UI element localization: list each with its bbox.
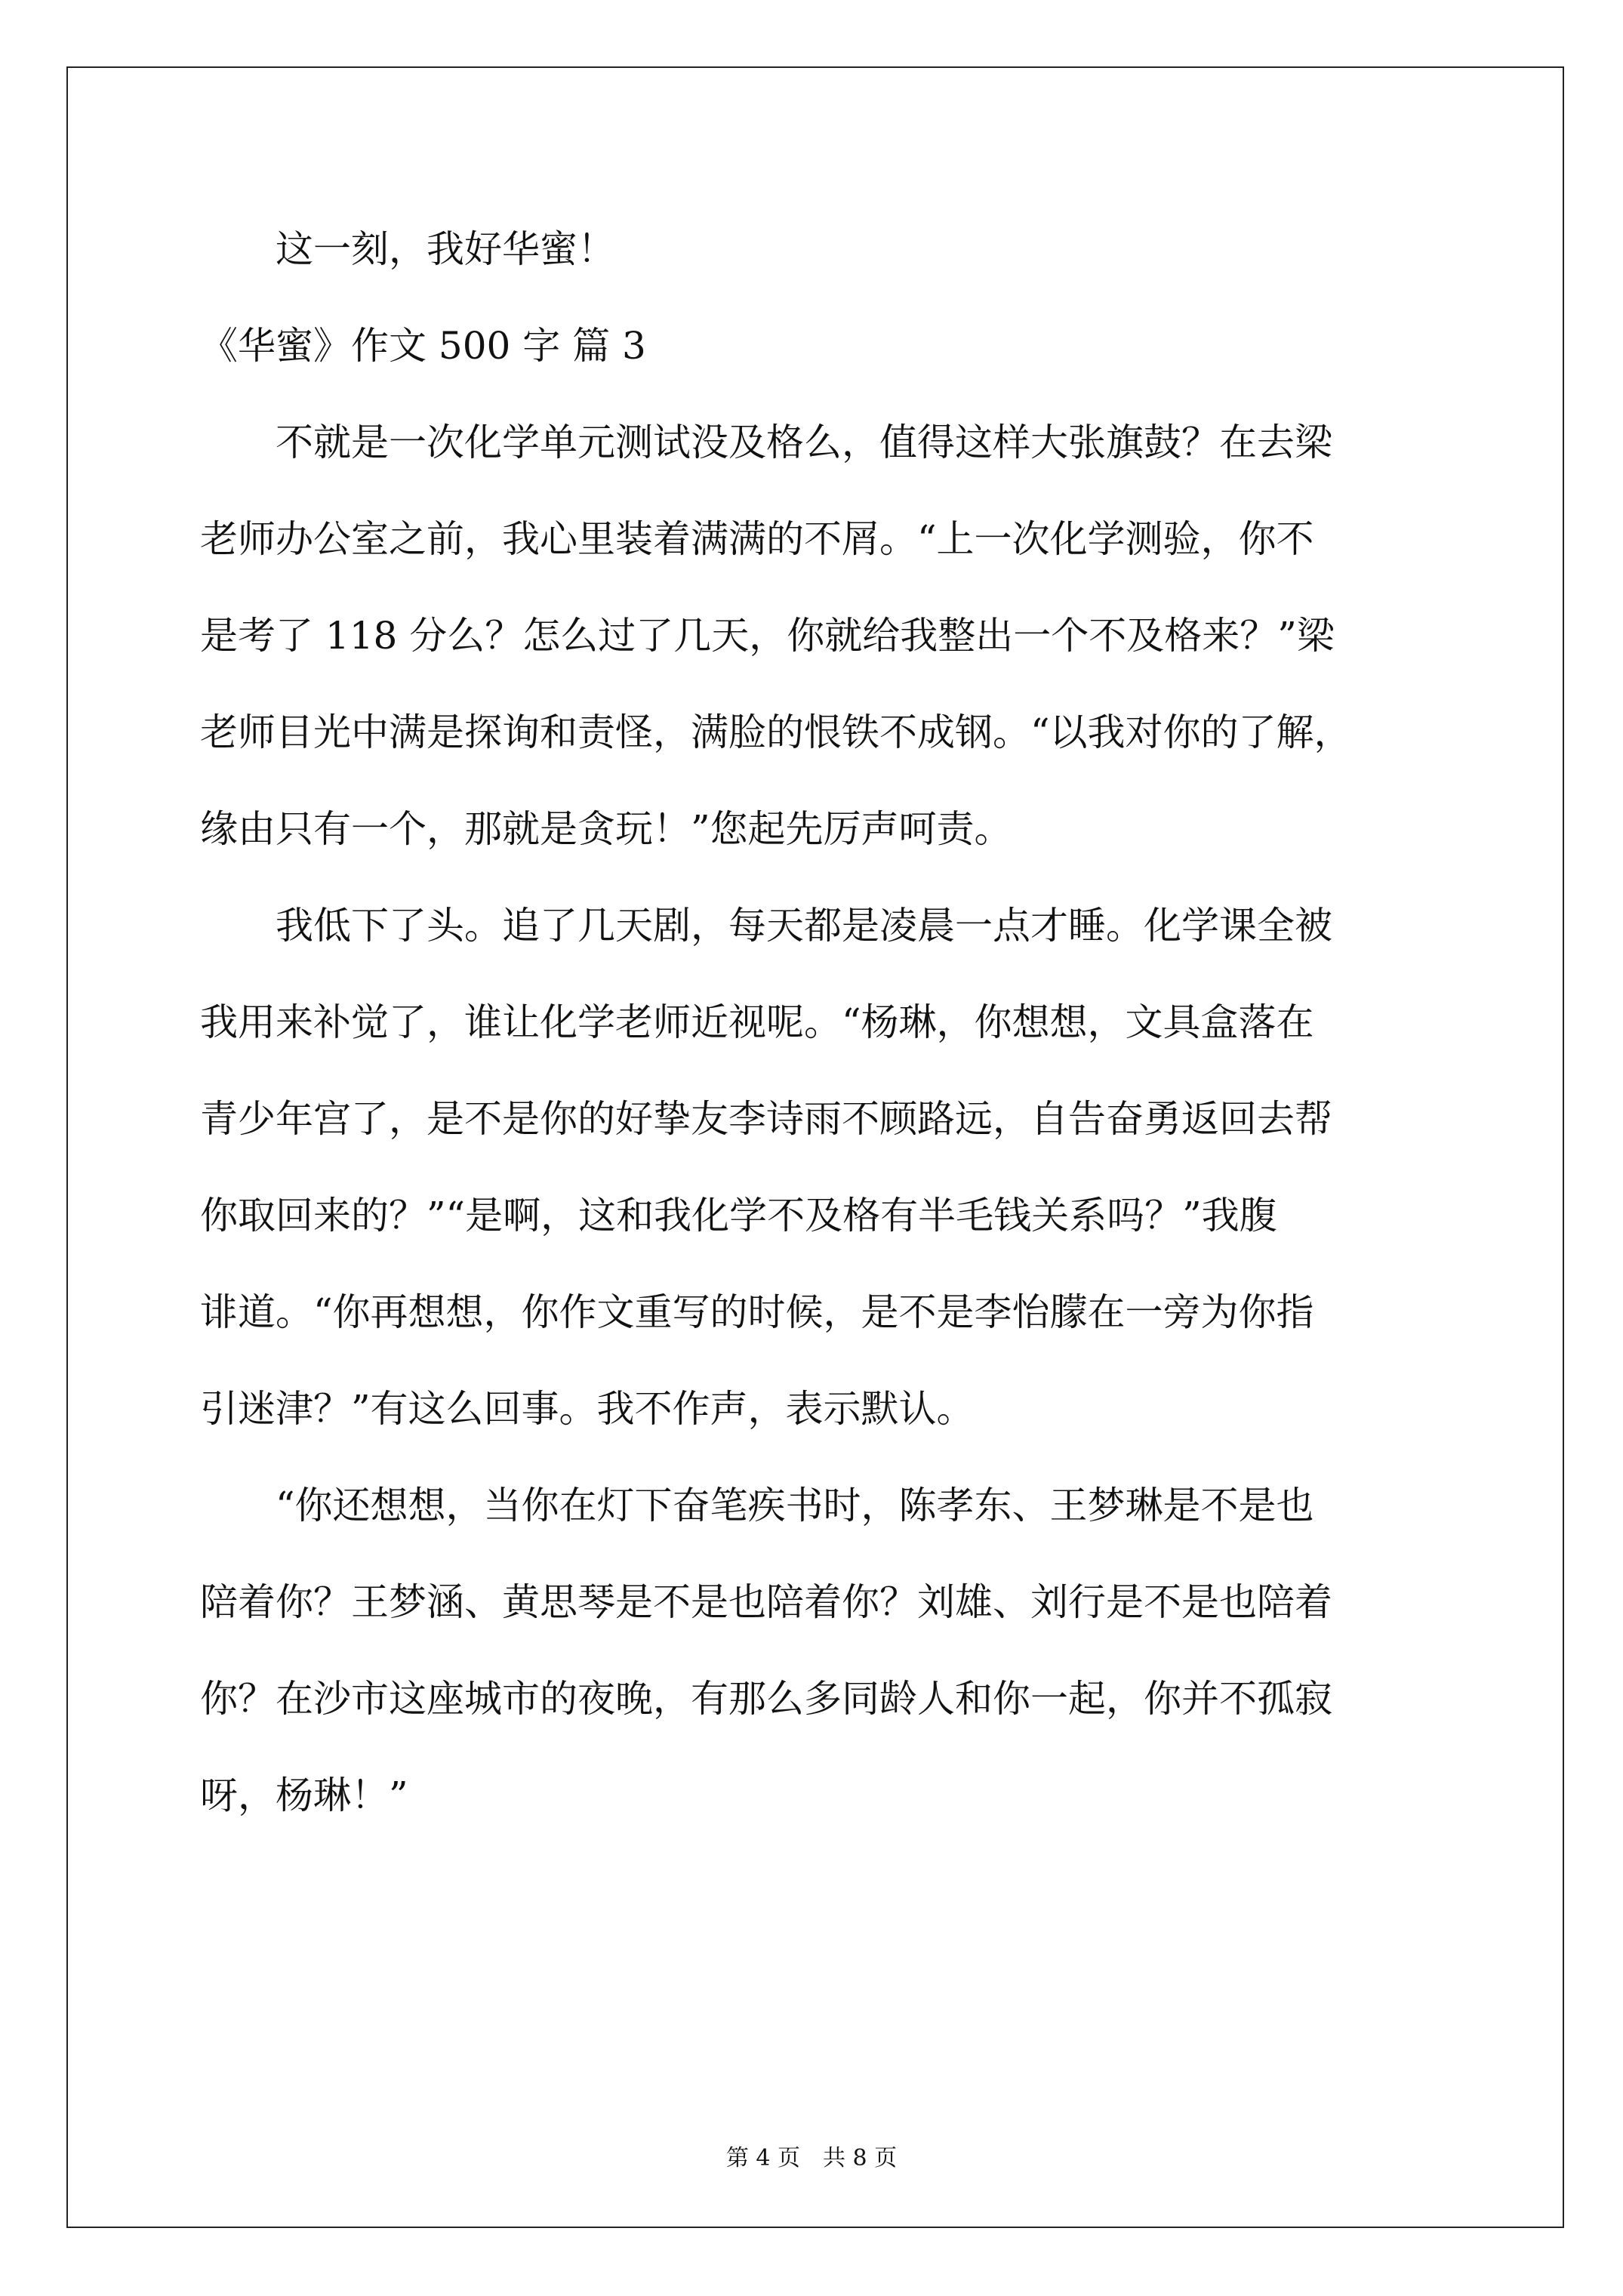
text-line: 我用来补觉了，谁让化学老师近视呢。“杨琳，你想想，文具盒落在: [200, 1000, 1314, 1044]
text-line: 这一刻，我好华蜜！: [276, 227, 615, 271]
text-line: “你还想想，当你在灯下奋笔疾书时，陈孝东、王梦琳是不是也: [276, 1484, 1314, 1527]
text-line: 老师办公室之前，我心里装着满满的不屑。“上一次化学测验，你不: [200, 517, 1314, 561]
text-line: 缘由只有一个，那就是贪玩！”您起先厉声呵责。: [200, 807, 1012, 851]
page-total: 共 8 页: [823, 2145, 898, 2171]
text-line: 是考了 118 分么？怎么过了几天，你就给我整出一个不及格来？”梁: [200, 614, 1335, 658]
text-line: 我低下了头。追了几天剧，每天都是凌晨一点才睡。化学课全被: [276, 904, 1332, 948]
text-line: 青少年宫了，是不是你的好挚友李诗雨不顾路远，自告奋勇返回去帮: [200, 1097, 1332, 1141]
paragraph: [200, 416, 1427, 855]
heading-line: 《华蜜》作文 500 字 篇 3: [200, 324, 646, 368]
text-line: 呀，杨琳！”: [200, 1774, 408, 1817]
document-body: [200, 223, 1427, 1866]
text-line: 诽道。“你再想想，你作文重写的时候，是不是李怡朦在一旁为你指: [200, 1290, 1314, 1334]
page-number: 第 4 页: [725, 2145, 800, 2171]
text-line: 陪着你？王梦涵、黄思琴是不是也陪着你？刘雄、刘行是不是也陪着: [200, 1580, 1332, 1624]
page-footer: [0, 2143, 1623, 2174]
text-line: 你取回来的？”“是啊，这和我化学不及格有半毛钱关系吗？”我腹: [200, 1194, 1277, 1237]
paragraph: [200, 899, 1427, 1435]
text-line: 引迷津？”有这么回事。我不作声，表示默认。: [200, 1387, 975, 1431]
text-line: 不就是一次化学单元测试没及格么，值得这样大张旗鼓？在去梁: [276, 421, 1332, 464]
section-heading: [200, 319, 1427, 372]
paragraph: [200, 223, 1427, 276]
text-line: 老师目光中满是探询和责怪，满脸的恨铁不成钢。“以我对你的了解，: [200, 710, 1352, 754]
text-line: 你？在沙市这座城市的夜晚，有那么多同龄人和你一起，你并不孤寂: [200, 1677, 1332, 1721]
paragraph: [200, 1479, 1427, 1822]
